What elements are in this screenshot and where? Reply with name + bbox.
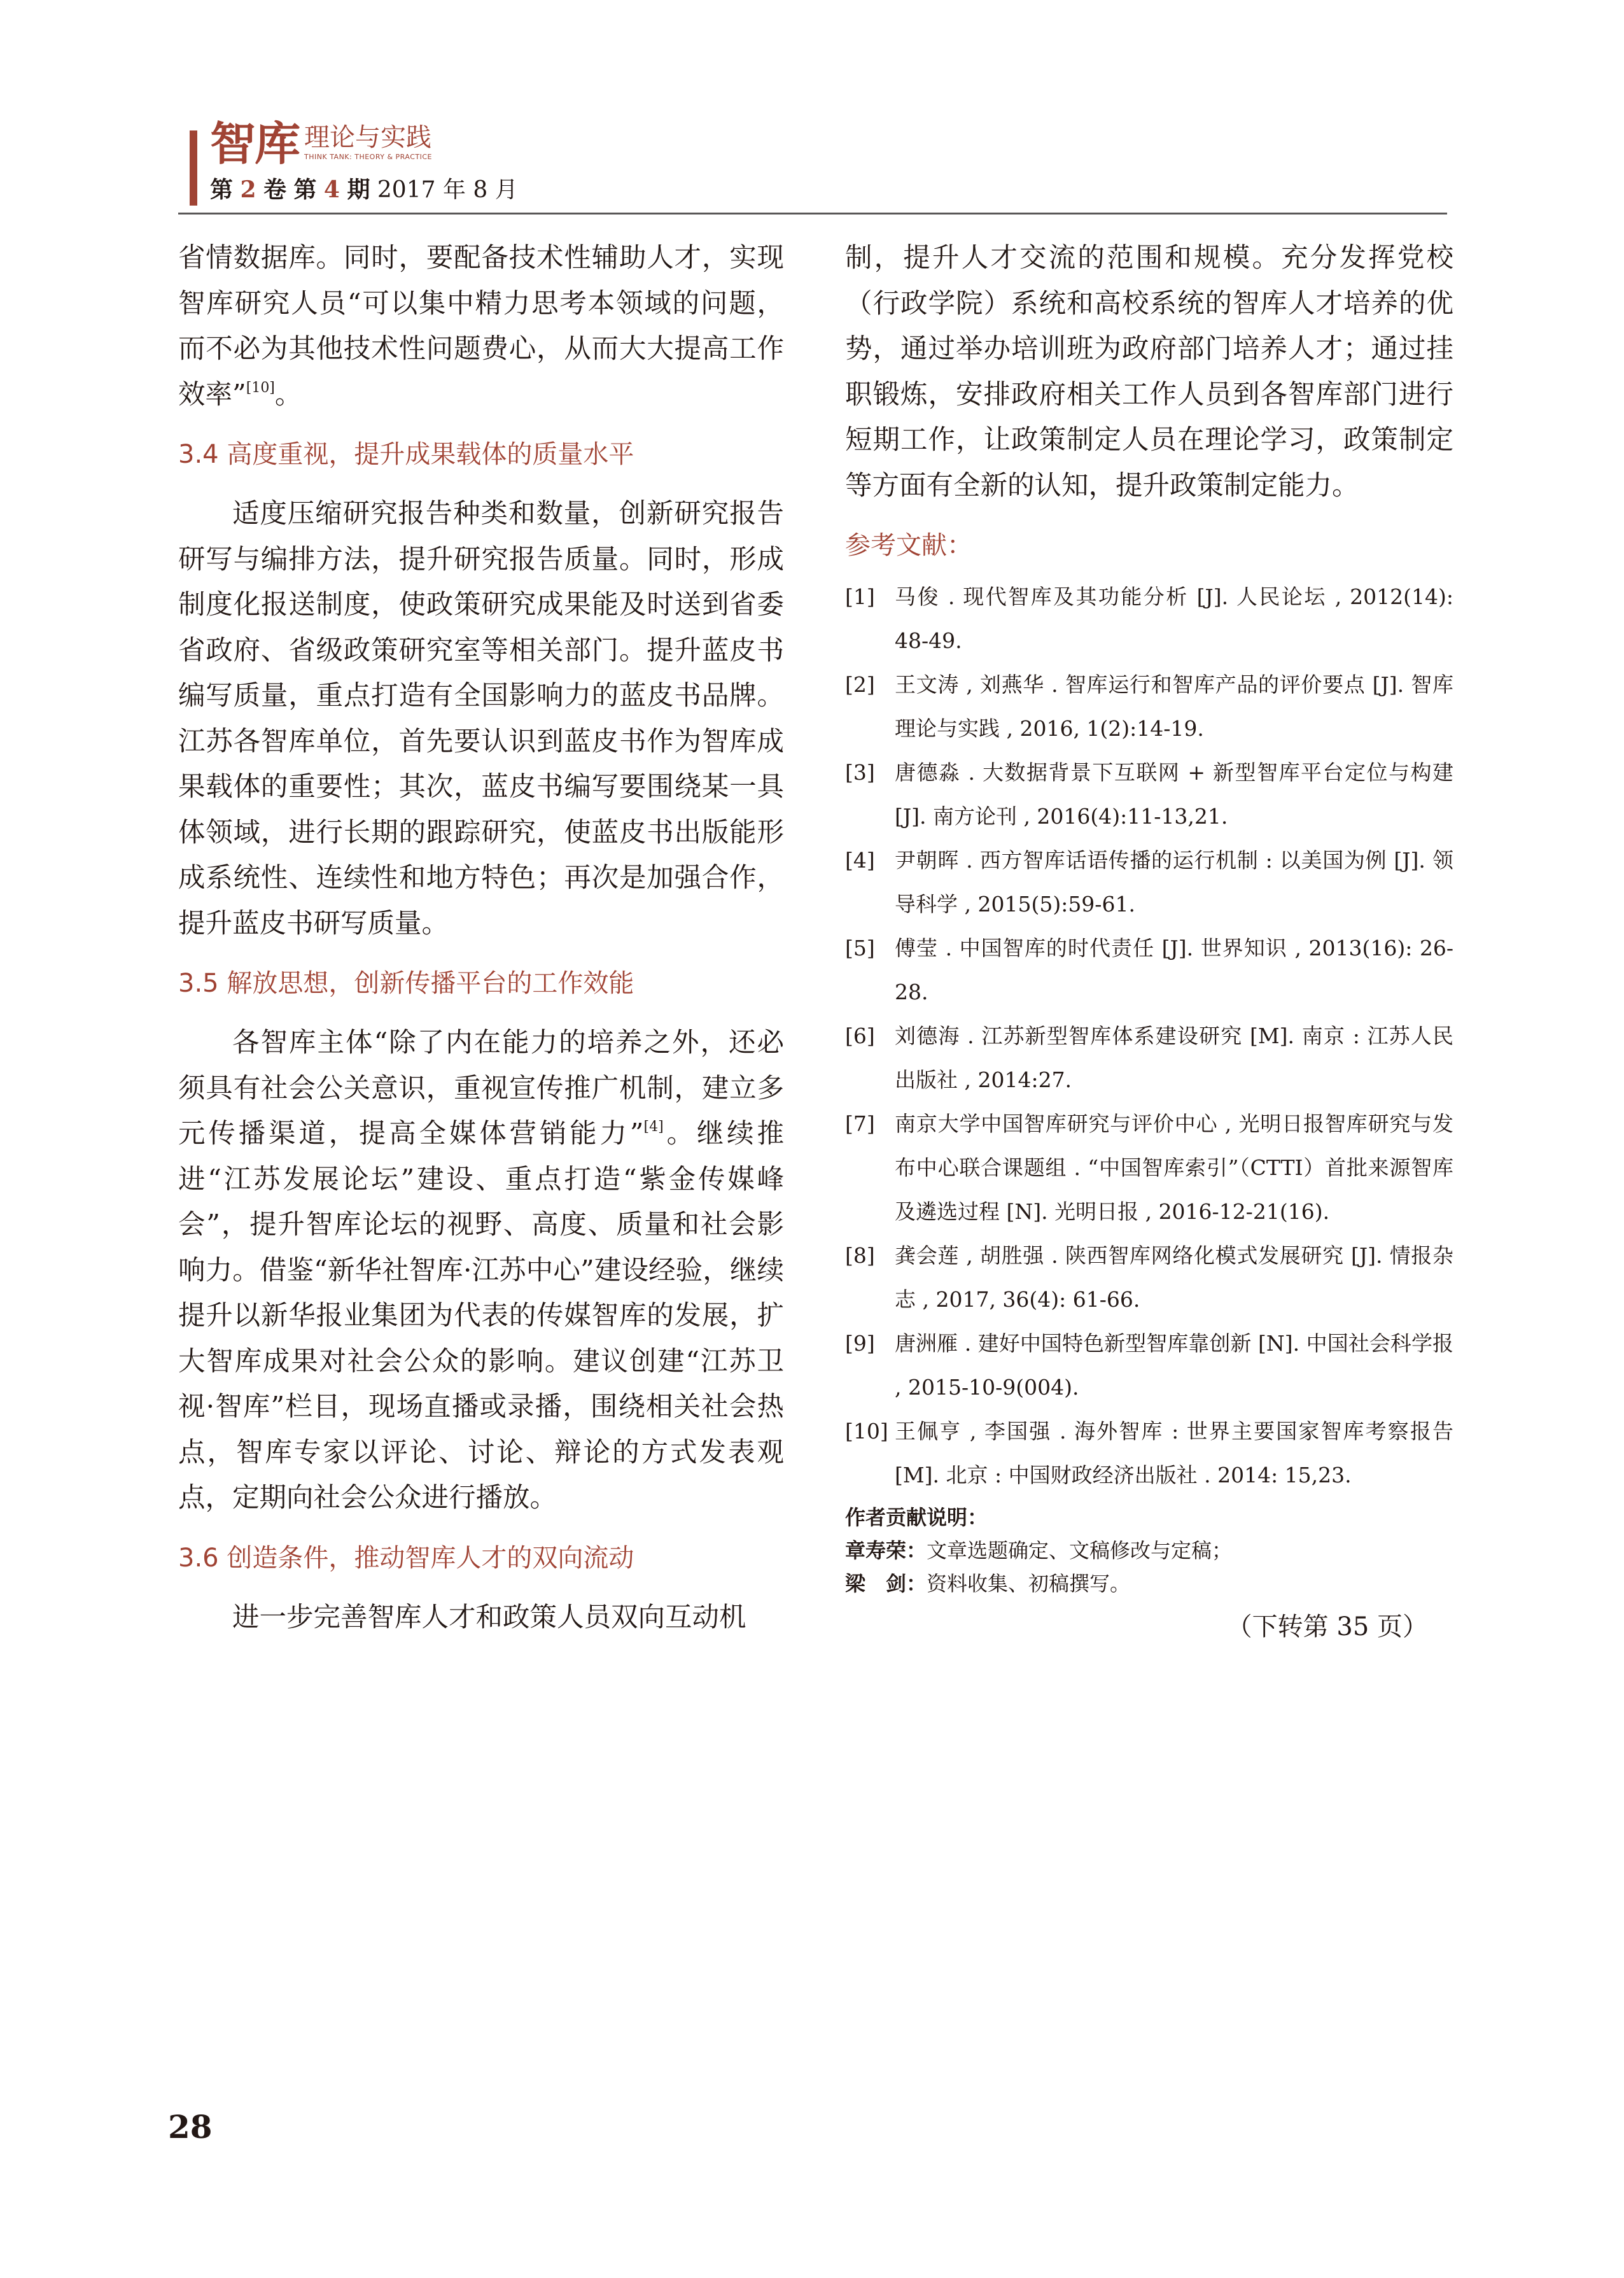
reference-item <box>845 1409 1453 1497</box>
reference-number: [5] <box>845 936 875 960</box>
reference-number: [1] <box>845 584 875 609</box>
reference-number: [6] <box>845 1023 875 1048</box>
right-paragraph-1: 制，提升人才交流的范围和规模。充分发挥党校（行政学院）系统和高校系统的智库人才培养的优势，通过举办培训班为政府部门培养人才；通过挂职锻炼，安排政府相关工作人员到各智库部门进行短期工作，让政策制定人员在理论学习，政策制定等方面有全新的认知，提升政策制定能力。 <box>845 243 1453 502</box>
issue-date: 2017 年 8 月 <box>377 177 518 203</box>
reference-text: 傅莹 . 中国智库的时代责任 [J]. 世界知识 , 2013(16): 26-28. <box>895 936 1453 1004</box>
citation-4[interactable]: [4] <box>643 1119 664 1135</box>
reference-number: [7] <box>845 1111 875 1136</box>
reference-item <box>845 1321 1453 1409</box>
no-pre: 第 <box>293 176 317 203</box>
contribution-heading: 作者贡献说明： <box>845 1505 988 1529</box>
reference-text: 马俊 . 现代智库及其功能分析 [J]. 人民论坛 , 2012(14): 48-49. <box>895 584 1453 653</box>
contribution-line <box>845 1534 1453 1567</box>
vol-number: 2 <box>240 176 256 203</box>
paragraph-text: 。 <box>274 379 302 411</box>
section-heading-3-6: 3.6 创造条件，推动智库人才的双向流动 <box>178 1543 634 1573</box>
left-column <box>178 236 784 1640</box>
reference-text: 王文涛 , 刘燕华 . 智库运行和智库产品的评价要点 [J]. 智库理论与实践 , 2016, 1(2):14-19. <box>895 672 1453 741</box>
reference-item <box>845 1102 1453 1234</box>
left-paragraph-2: 适度压缩研究报告种类和数量，创新研究报告研写与编排方法，提升研究报告质量。同时，形成制度化报送制度，使政策研究成果能及时送到省委省政府、省级政策研究室等相关部门。提升蓝皮书编写质量，重点打造有全国影响力的蓝皮书品牌。江苏各智库单位，首先要认识到蓝皮书作为智库成果载体的重要性；其次，蓝皮书编写要围绕某一具体领域，进行长期的跟踪研究，使蓝皮书出版能形成系统性、连续性和地方特色；再次是加强合作，提升蓝皮书研写质量。 <box>178 498 784 939</box>
reference-text: 王佩亨 , 李国强 . 海外智库 : 世界主要国家智库考察报告 [M]. 北京 : 中国财政经济出版社 . 2014: 15,23. <box>895 1419 1453 1487</box>
reference-item <box>845 838 1453 926</box>
page-number: 28 <box>168 2108 213 2146</box>
vol-post: 卷 <box>263 176 286 203</box>
contribution-line <box>845 1567 1453 1600</box>
reference-number: [2] <box>845 672 875 697</box>
no-post: 期 <box>347 176 370 203</box>
logo-main-text: 智库 <box>210 117 300 171</box>
reference-item <box>845 1234 1453 1321</box>
right-column <box>845 236 1453 1650</box>
contributor-name: 梁 剑： <box>845 1571 927 1596</box>
reference-number: [9] <box>845 1331 875 1356</box>
contribution-text: 文章选题确定、文稿修改与定稿； <box>927 1538 1233 1563</box>
continued-note: （下转第 35 页） <box>1226 1612 1428 1642</box>
reference-number: [4] <box>845 848 875 873</box>
references-heading: 参考文献： <box>845 531 972 560</box>
reference-text: 南京大学中国智库研究与评价中心 , 光明日报智库研究与发布中心联合课题组 . “中国智库索引”（CTTI）首批来源智库及遴选过程 [N]. 光明日报 , 2016-12-21(16). <box>895 1111 1453 1224</box>
logo-sub-text: 理论与实践 <box>304 123 432 152</box>
reference-text: 唐洲雁 . 建好中国特色新型智库靠创新 [N]. 中国社会科学报 , 2015-10-9(004). <box>895 1331 1454 1400</box>
citation-10[interactable]: [10] <box>246 379 275 396</box>
reference-item <box>845 750 1453 838</box>
issue-info <box>210 174 518 206</box>
reference-list <box>845 575 1453 1497</box>
reference-item <box>845 926 1453 1014</box>
logo-side <box>304 118 432 162</box>
vol-pre: 第 <box>210 176 234 203</box>
section-heading-3-4: 3.4 高度重视，提升成果载体的质量水平 <box>178 440 634 469</box>
left-paragraph-1 <box>178 236 784 418</box>
reference-item <box>845 575 1453 663</box>
logo-english-text: THINK TANK: THEORY & PRACTICE <box>304 153 432 161</box>
reference-number: [10] <box>845 1419 888 1444</box>
left-paragraph-4: 进一步完善智库人才和政策人员双向互动机 <box>232 1601 746 1633</box>
paragraph-text: 。继续推进“江苏发展论坛”建设、重点打造“紫金传媒峰会”，提升智库论坛的视野、高度、质量和社会影响力。借鉴“新华社智库·江苏中心”建设经验，继续提升以新华报业集团为代表的传媒智库的发展，扩大智库成果对社会公众的影响。建议创建“江苏卫视·智库”栏目，现场直播或录播，围绕相关社会热点，智库专家以评论、讨论、辩论的方式发表观点，定期向社会公众进行播放。 <box>178 1118 784 1514</box>
reference-text: 龚会莲 , 胡胜强 . 陕西智库网络化模式发展研究 [J]. 情报杂志 , 2017, 36(4): 61-66. <box>895 1243 1453 1312</box>
header-accent-bar <box>190 130 197 206</box>
header-rule <box>178 213 1447 214</box>
journal-logo <box>210 118 432 169</box>
paragraph-text: 省情数据库。同时，要配备技术性辅助人才，实现智库研究人员“可以集中精力思考本领域的问题，而不必为其他技术性问题费心，从而大大提高工作效率” <box>178 243 784 411</box>
reference-number: [8] <box>845 1243 875 1268</box>
reference-item <box>845 663 1453 750</box>
section-heading-3-5: 3.5 解放思想，创新传播平台的工作效能 <box>178 969 634 998</box>
paragraph-text: 各智库主体“除了内在能力的培养之外，还必须具有社会公关意识，重视宣传推广机制，建立多元传播渠道，提高全媒体营销能力” <box>178 1027 784 1150</box>
reference-number: [3] <box>845 760 875 785</box>
contributor-name: 章寿荣： <box>845 1538 927 1563</box>
reference-text: 唐德淼 . 大数据背景下互联网 + 新型智库平台定位与构建 [J]. 南方论刊 , 2016(4):11-13,21. <box>895 760 1453 829</box>
contribution-text: 资料收集、初稿撰写。 <box>927 1571 1131 1596</box>
left-paragraph-3 <box>178 1020 784 1521</box>
reference-text: 尹朝晖 . 西方智库话语传播的运行机制 : 以美国为例 [J]. 领导科学 , 2015(5):59-61. <box>895 848 1453 917</box>
reference-text: 刘德海 . 江苏新型智库体系建设研究 [M]. 南京 : 江苏人民出版社 , 2014:27. <box>895 1023 1453 1092</box>
issue-number: 4 <box>323 176 340 203</box>
reference-item <box>845 1014 1453 1102</box>
